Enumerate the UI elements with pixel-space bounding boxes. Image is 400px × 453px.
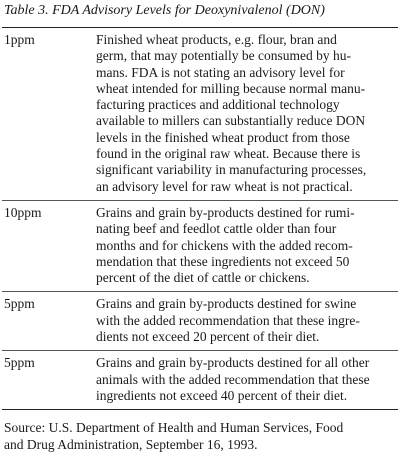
table-row: [0, 351, 400, 409]
source-line: and Drug Administration, September 16, 1993.: [4, 437, 258, 453]
source-line: Source: U.S. Department of Health and Human Services, Food: [4, 420, 344, 436]
description-line: animals with the added recommendation that these: [96, 371, 370, 387]
description-line: with the added recommendation that these ingre-: [96, 312, 360, 328]
advisory-level: 10ppm: [4, 204, 42, 220]
description-line: levels in the finished wheat product from those: [96, 129, 350, 145]
description-line: months and for chickens with the added recom-: [96, 237, 353, 253]
description-line: mans. FDA is not stating an advisory level for: [96, 64, 345, 80]
description-line: mendation that these ingredients not exceed 50: [96, 253, 350, 269]
description-line: facturing practices and additional technology: [96, 97, 340, 113]
table-row: [0, 28, 400, 200]
description-line: ingredients not exceed 40 percent of their diet.: [96, 387, 348, 403]
table-row: [0, 292, 400, 350]
description-line: Grains and grain by-products destined for all other: [96, 355, 370, 371]
advisory-description: [84, 205, 394, 286]
advisory-level: 1ppm: [4, 32, 35, 47]
advisory-level: 5ppm: [4, 355, 35, 371]
advisory-description: [84, 296, 394, 345]
description-line: percent of the diet of cattle or chickens.: [96, 270, 310, 286]
advisory-level: 5ppm: [4, 296, 35, 312]
description-line: available to millers can substantially reduce DON: [96, 113, 366, 129]
description-line: Grains and grain by-products destined for swine: [96, 296, 357, 312]
source-note: [0, 410, 400, 453]
table-row: [0, 201, 400, 291]
description-line: germ, that may potentially be consumed by hu-: [96, 48, 351, 64]
advisory-description: [84, 32, 394, 195]
description-line: found in the original raw wheat. Because there is: [96, 146, 361, 162]
description-line: nating beef and feedlot cattle older than four: [96, 221, 337, 237]
description-line: dients not exceed 20 percent of their diet.: [96, 329, 320, 345]
description-line: wheat intended for milling because normal manu-: [96, 80, 366, 96]
description-line: Grains and grain by-products destined for rumi-: [96, 204, 355, 220]
description-line: an advisory level for raw wheat is not practical.: [96, 178, 353, 194]
table-title: Table 3. FDA Advisory Levels for Deoxynivalenol (DON): [4, 3, 325, 18]
description-line: significant variability in manufacturing processes,: [96, 162, 367, 178]
advisory-description: [84, 355, 394, 404]
description-line: Finished wheat products, e.g. flour, bran and: [96, 32, 337, 47]
